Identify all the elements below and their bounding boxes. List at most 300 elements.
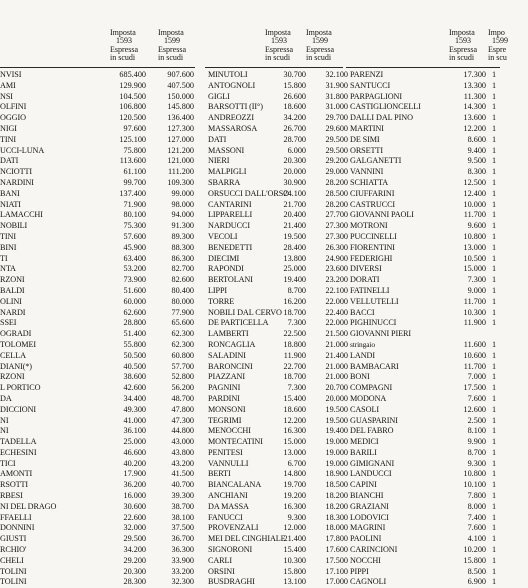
tax-1593-value: 75.300 [123, 221, 146, 231]
tax-1593-value: 40.200 [123, 458, 146, 468]
tax-1593-value: 18.600 [283, 102, 306, 112]
tax-1593-value: 71.900 [123, 199, 146, 209]
family-name: RONCAGLIA [208, 339, 256, 349]
family-name: MAGRINI [350, 523, 386, 533]
tax-1599-value: 33.900 [171, 555, 194, 565]
tax-1599-value: 121.200 [167, 145, 194, 155]
family-name: PARDINI [208, 393, 240, 403]
family-name: MEI DEL CINGHIALE [208, 534, 286, 544]
tax-1593-value: 4.100 [467, 534, 486, 544]
header-line: 1593 [455, 36, 471, 46]
family-name: GIOVANNI PAOLI [350, 210, 414, 220]
tax-1593-value: 7.300 [467, 275, 486, 285]
header-imposta-1593-c [449, 29, 489, 63]
tax-1593-value: 8.600 [467, 134, 486, 144]
tax-1593-value: 19.500 [283, 231, 306, 241]
header-imposta-1599 [158, 29, 198, 63]
tax-1599-value: 1 [492, 210, 497, 220]
tax-1599-value: 17.100 [325, 566, 348, 576]
tax-1599-value: 52.800 [171, 372, 194, 382]
family-name: FFAELLI [0, 512, 32, 522]
tax-1599-value: 19.000 [325, 437, 348, 447]
tax-1593-value: 685.400 [119, 70, 146, 79]
tax-1593-value: 15.800 [463, 555, 486, 565]
tax-1593-value: 28.300 [123, 577, 146, 587]
tax-1599-value: 62.300 [171, 339, 194, 349]
family-name: RZONI [0, 275, 25, 285]
family-name: NIERI [208, 156, 230, 166]
tax-1593-value: 12.600 [463, 404, 486, 414]
tax-1599-value: 19.400 [325, 426, 348, 436]
tax-1599-value: 1 [492, 318, 497, 328]
tax-1593-value: 9.600 [467, 221, 486, 231]
tax-1599-value: 1 [492, 469, 497, 479]
tax-1599-value: 1 [492, 350, 497, 360]
tax-1599-value: 32.100 [325, 70, 348, 79]
tax-1599-value: 22.400 [325, 307, 348, 317]
family-name: BARONCINI [208, 361, 253, 371]
tax-1593-value: 21.400 [283, 221, 306, 231]
tax-1593-value: 30.700 [283, 70, 306, 79]
tax-1599-value: 22.000 [325, 296, 348, 306]
tax-1599-value: 18.900 [325, 469, 348, 479]
tax-1599-value: 37.500 [171, 523, 194, 533]
tax-1593-value: 29.500 [123, 534, 146, 544]
header-rule [0, 67, 195, 68]
tax-1593-value: 16.300 [283, 501, 306, 511]
tax-1593-value: 28.800 [123, 318, 146, 328]
family-name: VECOLI [208, 231, 238, 241]
family-name: CARLI [208, 555, 233, 565]
tax-1599-value: 80.000 [171, 296, 194, 306]
tax-1593-value: 36.100 [123, 426, 146, 436]
tax-1593-value: 15.400 [283, 545, 306, 555]
tax-1593-value: 7.300 [287, 383, 306, 393]
tax-1599-value: 1 [492, 285, 497, 295]
header-line: 1599 [164, 36, 180, 46]
header-imposta-1599-b [306, 29, 346, 63]
family-name: BANI [0, 188, 20, 198]
header-rule [205, 67, 343, 68]
family-name: CANTARINI [208, 199, 252, 209]
family-name: DE SIMI [350, 134, 380, 144]
tax-1593-value: 57.600 [123, 231, 146, 241]
tax-1599-value: 1 [492, 91, 497, 101]
tax-1593-value: 13.100 [283, 577, 306, 587]
tax-1593-value: 11.900 [283, 350, 306, 360]
tax-1593-value: 8.500 [467, 566, 486, 576]
tax-1599-value: 21.500 [325, 329, 348, 339]
tax-1599-value: 28.500 [325, 188, 348, 198]
header-line: 1599 [492, 36, 508, 46]
family-name: RCHIO' [0, 545, 27, 555]
tax-1593-value: 38.600 [123, 372, 146, 382]
family-name: ORSUCCI DALL'ORSO [208, 188, 289, 198]
header-line: 1599 [312, 36, 328, 46]
header-line: Imposta [158, 28, 184, 37]
tax-1593-value: 26.600 [283, 91, 306, 101]
family-name: TEGRIMI [208, 415, 242, 425]
tax-1593-value: 55.800 [123, 339, 146, 349]
family-name: BERTI [208, 469, 231, 479]
tax-1593-value: 25.000 [123, 437, 146, 447]
tax-1599-value: 65.600 [171, 318, 194, 328]
family-name: NARDINI [0, 177, 34, 187]
tax-1599-value: 17.800 [325, 534, 348, 544]
family-name: GIOVANNI PIERI [350, 329, 411, 339]
family-name: PENITESI [208, 447, 243, 457]
family-name: VANNINI [350, 167, 384, 177]
family-name: TI [0, 253, 8, 263]
family-name: LAMACCHI [0, 210, 43, 220]
family-name: CIUFFARINI [350, 188, 395, 198]
tax-1593-value: 7.400 [467, 512, 486, 522]
header-line: Espressa [265, 44, 293, 54]
tax-1593-value: 104.500 [119, 91, 146, 101]
tax-1599-value: 1 [492, 102, 497, 112]
header-line: Espressa [158, 44, 186, 54]
tax-1593-value: 8.100 [467, 426, 486, 436]
tax-1599-value: 1 [492, 372, 497, 382]
family-name: PROVENZALI [208, 523, 259, 533]
tax-1593-value: 97.600 [123, 123, 146, 133]
tax-1599-value: 1 [492, 534, 497, 544]
tax-1593-value: 32.000 [123, 523, 146, 533]
tax-1599-value: 18.200 [325, 491, 348, 501]
tax-1593-value: 125.100 [119, 134, 146, 144]
tax-1593-value: 18.700 [283, 372, 306, 382]
family-name: FANUCCI [208, 512, 243, 522]
tax-1593-value: 12.500 [463, 177, 486, 187]
tax-1593-value: 34.200 [123, 545, 146, 555]
family-name: DORATI [350, 275, 380, 285]
tax-1599-value: 88.300 [171, 242, 194, 252]
family-name: RZONI [0, 372, 25, 382]
tax-1593-value: 16.000 [123, 491, 146, 501]
family-name: DONNINI [0, 523, 35, 533]
family-name: CAPINI [350, 480, 377, 490]
tax-1593-value: 6.000 [287, 145, 306, 155]
tax-1599-value: 1 [492, 145, 497, 155]
tax-1599-value: 1 [492, 447, 497, 457]
header-line: in scudi [265, 53, 291, 63]
tax-1593-value: 9.900 [467, 437, 486, 447]
tax-1593-value: 10.100 [463, 480, 486, 490]
tax-1599-value: 27.700 [325, 210, 348, 220]
tax-1599-value: 1 [492, 383, 497, 393]
family-name: NARDUCCI [208, 221, 250, 231]
tax-1593-value: 11.700 [463, 210, 486, 220]
header-line: in scudi [158, 53, 184, 63]
tax-1599-value: 47.800 [171, 404, 194, 414]
tax-1593-value: 8.000 [467, 501, 486, 511]
tax-1599-value: 109.300 [167, 177, 194, 187]
header-rule [346, 67, 500, 68]
tax-1599-value: 1 [492, 296, 497, 306]
tax-1593-value: 113.600 [119, 156, 146, 166]
tax-1599-value: 29.500 [325, 145, 348, 155]
family-name: RBESI [0, 491, 23, 501]
tax-1599-value: 36.300 [171, 545, 194, 555]
tax-1599-value: 1 [492, 361, 497, 371]
tax-1599-value: 38.100 [171, 512, 194, 522]
tax-1599-value: 48.700 [171, 393, 194, 403]
family-name: AMONTI [0, 469, 33, 479]
family-name: LAMBERTI [208, 329, 249, 339]
tax-1593-value: 11.700 [463, 296, 486, 306]
family-name: SSEI [0, 318, 17, 328]
tax-1599-value: 1 [492, 415, 497, 425]
tax-1599-value: 18.500 [325, 480, 348, 490]
tax-1593-value: 12.400 [463, 188, 486, 198]
tax-1593-value: 7.600 [467, 523, 486, 533]
family-name: OLINI [0, 296, 22, 306]
tax-1599-value: 1 [492, 264, 497, 274]
family-name: BERTOLANI [208, 275, 253, 285]
family-name: RSOTTI [0, 480, 29, 490]
tax-1599-value: 27.300 [325, 221, 348, 231]
tax-1593-value: 13.000 [463, 242, 486, 252]
tax-1599-value: 1 [492, 221, 497, 231]
family-name: SALADINI [208, 350, 246, 360]
tax-1599-value: 60.800 [171, 350, 194, 360]
tax-1593-value: 51.400 [123, 329, 146, 339]
tax-1599-value: 29.500 [325, 134, 348, 144]
family-name: GIMIGNANI [350, 458, 395, 468]
tax-1593-value: 30.600 [123, 501, 146, 511]
family-name: NCIOTTI [0, 167, 33, 177]
tax-1593-value: 13.800 [283, 253, 306, 263]
tax-1593-value: 51.600 [123, 285, 146, 295]
tax-1593-value: 10.800 [463, 231, 486, 241]
family-name: DA MASSA [208, 501, 249, 511]
tax-1593-value: 24.100 [283, 188, 306, 198]
tax-1599-value: 27.300 [325, 231, 348, 241]
family-name: MENOCCHI [208, 426, 251, 436]
tax-1593-value: 21.400 [283, 534, 306, 544]
family-name: LODOVICI [350, 512, 389, 522]
tax-1599-value: 18.200 [325, 501, 348, 511]
tax-1599-value: 98.000 [171, 199, 194, 209]
family-name: OLFINI [0, 102, 27, 112]
tax-1593-value: 34.200 [283, 113, 306, 123]
tax-1593-value: 13.300 [463, 80, 486, 90]
header-imposta-1599-c [488, 29, 528, 63]
family-name: stringaio [350, 339, 375, 349]
family-name: BIANCHI [350, 491, 384, 501]
header-line: 1593 [116, 36, 132, 46]
tax-1599-value: 21.000 [325, 361, 348, 371]
tax-1599-value: 20.000 [325, 393, 348, 403]
tax-1593-value: 63.400 [123, 253, 146, 263]
tax-1593-value: 12.000 [283, 523, 306, 533]
family-name: DIVERSI [350, 264, 382, 274]
tax-1593-value: 10.300 [283, 555, 306, 565]
tax-1593-value: 80.100 [123, 210, 146, 220]
family-name: PARPAGLIONI [350, 91, 402, 101]
tax-1599-value: 19.000 [325, 458, 348, 468]
tax-1593-value: 50.500 [123, 350, 146, 360]
tax-1599-value: 1 [492, 199, 497, 209]
family-name: BACCI [350, 307, 375, 317]
tax-1599-value: 1 [492, 577, 497, 587]
tax-1593-value: 15.000 [463, 264, 486, 274]
header-line: in scudi [449, 53, 475, 63]
tax-1599-value: 1 [492, 123, 497, 133]
family-name: NVISI [0, 70, 22, 79]
family-name: FEDERIGHI [350, 253, 393, 263]
tax-1593-value: 26.700 [283, 123, 306, 133]
tax-1599-value: 22.100 [325, 285, 348, 295]
tax-1599-value: 1 [492, 523, 497, 533]
tax-1599-value: 407.500 [167, 80, 194, 90]
family-name: NOCCHI [350, 555, 381, 565]
header-line: Imposta [265, 28, 291, 37]
tax-1599-value: 1 [492, 188, 497, 198]
tax-1599-value: 56.200 [171, 383, 194, 393]
tax-1599-value: 82.600 [171, 275, 194, 285]
header-line: in scudi [306, 53, 332, 63]
family-name: AMI [0, 80, 16, 90]
family-name: DIECIMI [208, 253, 240, 263]
family-name: PIAZZANI [208, 372, 245, 382]
tax-1593-value: 29.200 [123, 555, 146, 565]
tax-1593-value: 30.900 [283, 177, 306, 187]
tax-1593-value: 7.800 [467, 491, 486, 501]
tax-1593-value: 18.700 [283, 307, 306, 317]
tax-1599-value: 77.900 [171, 307, 194, 317]
tax-1599-value: 22.000 [325, 318, 348, 328]
family-name: CASTRUCCI [350, 199, 396, 209]
family-name: MINUTOLI [208, 70, 248, 79]
family-name: GRAZIANI [350, 501, 389, 511]
tax-1599-value: 29.200 [325, 156, 348, 166]
family-name: NI [0, 426, 9, 436]
family-name: SIGNORONI [208, 545, 253, 555]
tax-1593-value: 42.600 [123, 383, 146, 393]
family-name: LANDUCCI [350, 469, 392, 479]
family-name: FATINELLI [350, 285, 390, 295]
family-name: RAPONDI [208, 264, 244, 274]
tax-1593-value: 13.000 [283, 447, 306, 457]
tax-1599-value: 1 [492, 555, 497, 565]
tax-1593-value: 99.700 [123, 177, 146, 187]
tax-1599-value: 1 [492, 426, 497, 436]
family-name: NTA [0, 264, 16, 274]
family-name: DALLI DAL PINO [350, 113, 413, 123]
tax-1593-value: 22.700 [283, 361, 306, 371]
family-name: NIATI [0, 199, 21, 209]
tax-1599-value: 1 [492, 458, 497, 468]
tax-1599-value: 1 [492, 242, 497, 252]
tax-1593-value: 18.800 [283, 339, 306, 349]
family-name: BARILI [350, 447, 377, 457]
family-name: GALGANETTI [350, 156, 402, 166]
tax-1593-value: 10.800 [463, 469, 486, 479]
tax-1599-value: 1 [492, 156, 497, 166]
family-name: NIGI [0, 123, 17, 133]
tax-1599-value: 21.400 [325, 350, 348, 360]
tax-1593-value: 53.200 [123, 264, 146, 274]
family-name: BARSOTTI (II°) [208, 102, 263, 112]
tax-1599-value: 1 [492, 404, 497, 414]
tax-1593-value: 9.000 [467, 285, 486, 295]
family-name: BALDI [0, 285, 25, 295]
tax-1599-value: 47.300 [171, 415, 194, 425]
tax-1593-value: 17.500 [463, 383, 486, 393]
family-name: MONSONI [208, 404, 246, 414]
tax-1593-value: 19.700 [283, 480, 306, 490]
tax-1599-value: 39.300 [171, 491, 194, 501]
tax-1599-value: 80.400 [171, 285, 194, 295]
tax-1599-value: 31.800 [325, 91, 348, 101]
tax-1593-value: 73.900 [123, 275, 146, 285]
tax-1593-value: 41.000 [123, 415, 146, 425]
family-name: L PORTICO [0, 383, 41, 393]
tax-1599-value: 41.500 [171, 469, 194, 479]
tax-1599-value: 1 [492, 113, 497, 123]
tax-1593-value: 25.000 [283, 264, 306, 274]
tax-1599-value: 111.200 [167, 167, 194, 177]
tax-1593-value: 16.200 [283, 296, 306, 306]
tax-1593-value: 60.000 [123, 296, 146, 306]
tax-1593-value: 11.700 [463, 361, 486, 371]
tax-1593-value: 8.700 [287, 285, 306, 295]
tax-1599-value: 44.800 [171, 426, 194, 436]
family-name: MEDICI [350, 437, 379, 447]
family-name: DATI [0, 156, 19, 166]
tax-1593-value: 9.300 [467, 458, 486, 468]
tax-1593-value: 10.000 [463, 199, 486, 209]
tax-1599-value: 18.300 [325, 512, 348, 522]
family-name: MALPIGLI [208, 167, 247, 177]
tax-1599-value: 150.000 [167, 91, 194, 101]
tax-1593-value: 9.500 [467, 156, 486, 166]
tax-1593-value: 20.300 [123, 566, 146, 576]
tax-1599-value: 38.700 [171, 501, 194, 511]
tax-1599-value: 29.700 [325, 113, 348, 123]
family-name: FIORENTINI [350, 242, 395, 252]
tax-1593-value: 20.400 [283, 210, 306, 220]
tax-1593-value: 46.600 [123, 447, 146, 457]
family-name: OGRADI [0, 329, 32, 339]
tax-1593-value: 28.400 [283, 242, 306, 252]
family-name: SANTUCCI [350, 80, 391, 90]
family-name: LIPPARELLI [208, 210, 253, 220]
tax-1593-value: 18.600 [283, 404, 306, 414]
header-line: Imposta [449, 28, 475, 37]
tax-1599-value: 1 [492, 437, 497, 447]
family-name: OGGIO [0, 113, 26, 123]
tax-1599-value: 121.000 [167, 156, 194, 166]
family-name: VELLUTELLI [350, 296, 399, 306]
family-name: MARTINI [350, 123, 384, 133]
family-name: NI DEL DRAGO [0, 501, 57, 511]
family-name: LIPPI [208, 285, 228, 295]
tax-1599-value: 28.200 [325, 177, 348, 187]
tax-1593-value: 8.700 [467, 447, 486, 457]
tax-1593-value: 16.300 [283, 426, 306, 436]
family-name: BIANCALANA [208, 480, 262, 490]
tax-1593-value: 13.600 [463, 113, 486, 123]
tax-1593-value: 62.600 [123, 307, 146, 317]
tax-1599-value: 1 [492, 480, 497, 490]
family-name: NOBILI DAL CERVO [208, 307, 282, 317]
family-name: NOBILI [0, 221, 28, 231]
family-name: SCHIATTA [350, 177, 389, 187]
family-name: CELLA [0, 350, 26, 360]
tax-1599-value: 91.300 [171, 221, 194, 231]
